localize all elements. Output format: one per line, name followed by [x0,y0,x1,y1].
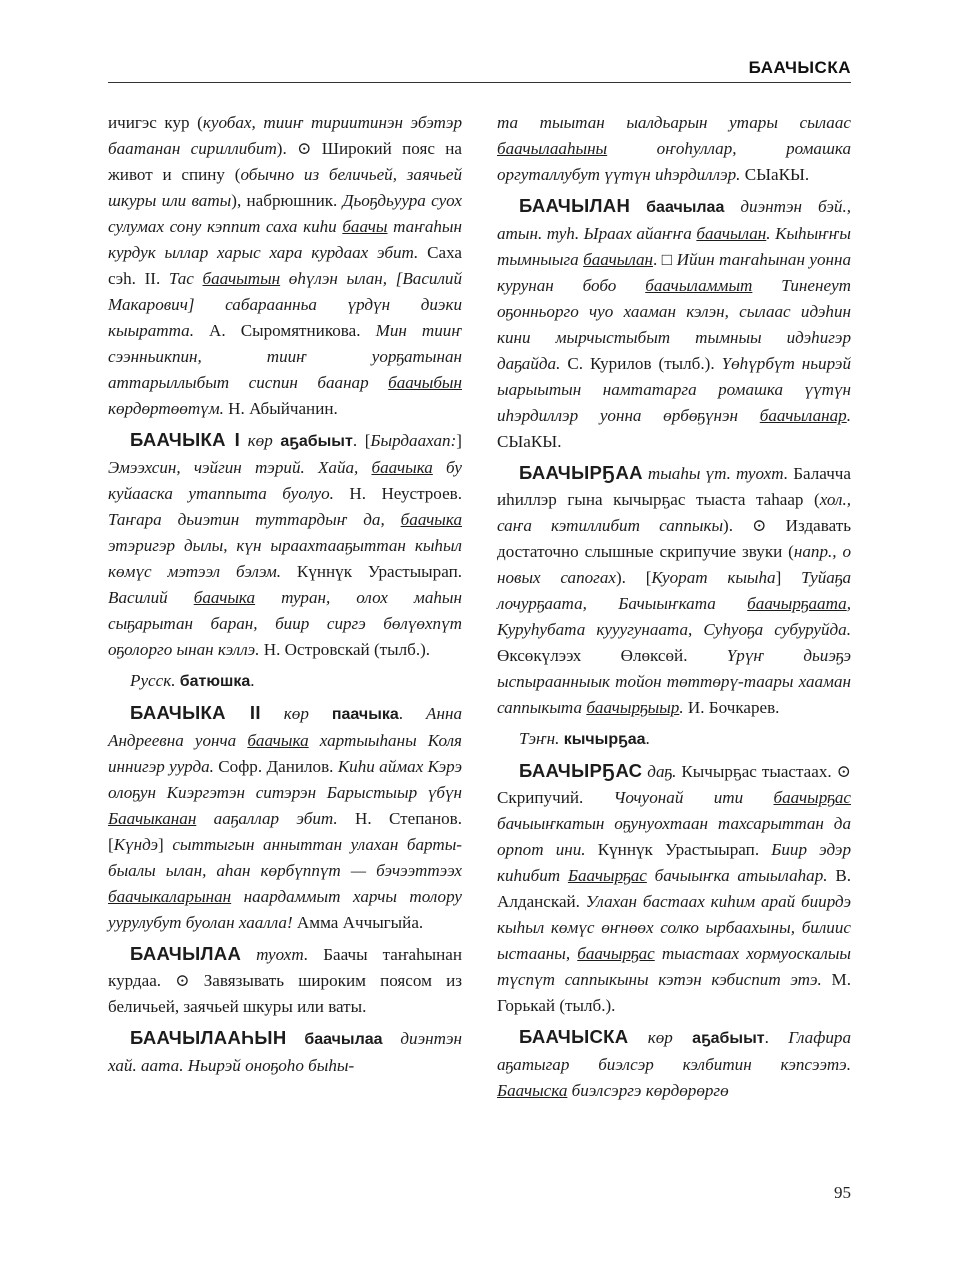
entry-text: М. Горькай (тылб.). [497,970,851,1015]
italic-text: туохт. [241,945,309,964]
italic-text: Глафира аҕатыгар биэлсэр кэлбитин кэпсээтэ. [497,1028,851,1074]
italic-text: Бырдаахап: [370,431,457,450]
italic-text: көр [628,1028,693,1047]
italic-text: Үөһүрбүт ньирэй ыарыытын намтатарга ромашка үүтүн иһэрдиллэр уонна өрбөҕүнэн [497,354,852,425]
entry-text: ). [ [615,568,652,587]
right-column [497,110,851,1109]
example-keyword: баачы [342,217,388,236]
example-keyword: Баачыска [497,1081,568,1100]
dictionary-entry [497,460,851,721]
reference-word: баачылаа [646,199,725,216]
example-keyword: баачыка [371,458,433,477]
entry-text: ] [775,568,802,587]
entry-text: . [645,729,650,748]
headword: БААЧЫРҔАА [519,462,643,483]
example-keyword: баачытын [202,269,281,288]
entry-text: В. Алданскай. [497,866,852,911]
dictionary-entry [497,110,851,188]
italic-text: таҥаһын курдук ыллар харыс хара курдаах эбит. [108,217,462,262]
headword: БААЧЫЛАН [519,195,631,216]
entry-text [630,197,646,216]
entry-text: А. Сыромятникова. [193,321,376,340]
italic-text: бу куйааска утаппыта буолуо. [108,458,462,503]
reference-word: аҕабыыт [692,1030,765,1047]
example-keyword: баачылааһыны [497,139,608,158]
reference-word: кычырҕаа [563,731,646,748]
italic-text: этэригэр дылы, күн ыраахтааҕыттан кыһыл көмүс мэтээл бэлэм. [108,536,462,581]
entry-text: ] [456,431,462,450]
italic-text: наардаммыт харчы толору уурулубут буолан хаалла! [108,887,462,932]
example-keyword: баачыбын [388,373,462,392]
headword: БААЧЫКА II [130,702,261,723]
example-keyword: баачырҕас [577,944,655,963]
example-keyword: баачыкаларынан [108,887,232,906]
italic-text: ааҕаллар эбит. [196,809,338,828]
example-keyword: баачылан [583,250,654,269]
entry-text: Баачы таҥаһынан курдаа. ⊙ Завязывать широким поясом из беличьей, заячьей шкуры или ваты. [108,945,462,1016]
example-keyword: Баачырҕас [567,866,647,885]
dictionary-entry [497,758,851,1019]
example-keyword: баачырҕаата [747,594,847,613]
italic-text: Туйаҕа лочурҕаата, Бачыыҥката [497,568,851,613]
italic-text: Тас [168,269,203,288]
headword: БААЧЫКА I [130,429,241,450]
italic-text: Күндэ [113,835,159,854]
entry-text: Н. Абыйчанин. [223,399,338,418]
italic-text: биэлсэргэ көрдөрөргө [567,1081,729,1100]
entry-text: Күннүк Урастыырап. [585,840,772,859]
italic-text: туран, олох маһын сыҕарытан баран, биир сиргэ бөлүөхпүт оҕолорго ынан кэллэ. [108,588,462,659]
italic-text: Киһи аймах Кэрэ олоҕун Киэргэтэн ситэрэн Барыстыыр үбүн [108,757,462,802]
italic-text: Ыраах айаҥҥа [583,224,697,243]
italic-text: өһүлэн ылан, [Василий Макарович] сабараанньа үрдүн диэки кыыратта. [108,269,462,340]
italic-text: Куорат кыыһа [651,568,776,587]
entry-text: Кычырҕас тыастаах. ⊙ Скрипучий. [497,762,851,807]
left-column [108,110,462,1084]
dictionary-entry [108,427,462,663]
example-keyword: баачырҕыыр [586,698,680,717]
italic-text: Үрүҥ дьиэҕэ ыспыраанныык тойон төттөрү-таары хааман саппыкыта [497,646,851,717]
italic-text: тыаһы үт. туохт. [642,464,789,483]
dictionary-entry [497,1024,851,1104]
dictionary-entry [108,110,462,422]
italic-text: Анна Андреевна уонча [108,704,462,750]
entry-text: . [398,704,427,723]
entry-text: И. Бочкарев. [683,698,780,717]
italic-text: хартыыһаны Коля иннигэр уурда. [108,731,462,776]
italic-text: Чочуонай ити [613,788,774,807]
running-head: БААЧЫСКА [748,58,851,77]
italic-text: , Куруһубата кууугунаата, Суһуоҕа субуруйда. [497,594,851,639]
italic-text: напр., о новых сапогах [497,542,851,587]
page-number: 95 [834,1183,851,1202]
example-keyword: баачыка [193,588,256,607]
italic-text: Русск. [130,671,176,690]
dictionary-entry [108,941,462,1020]
entry-text: ). ⊙ Издавать достаточно слышные скрипучие звуки ( [497,516,851,561]
italic-text: Эмээхсин, чэйгин тэрий. Хайа, [108,458,372,477]
italic-text: бачыыҥка атыылаһар. [646,866,828,885]
italic-text: Дьоҕдьуура суох сулумах сону кэппит саха киһи [108,191,462,236]
reference-word: паачыка [331,706,399,723]
entry-text: СЫаКЫ. [497,432,562,451]
entry-text: С. Курилов (тылб.). [560,354,722,373]
example-keyword: баачыка [247,731,309,750]
italic-text: оҥоһуллар, ромашка оргуталлубут үүтүн иһэрдиллэр. [497,139,851,184]
italic-text: Тиненеут оҕонньорго чуо хааман кэлэн, сылаас идэһин кини мырчыстыбыт тымныы идэһигэр даҕайда. [497,276,851,373]
example-keyword: баачыка [400,510,462,529]
italic-text: Таҥара дьиэтин туттардыҥ да, [108,510,401,529]
italic-text: тыастаах хормуоскалыы түспүт саппыкыны кэтэн кэбиспит этэ. [497,944,851,989]
entry-text: . [ [352,431,371,450]
page-header [108,56,851,83]
italic-text: сыттыгын анныттан улахан барты-быалы ылан, аһан көрбүппүт — бэчээттээх [108,835,462,880]
entry-text: Софр. Данилов. [213,757,338,776]
italic-text: Биир эдэр киһибит [497,840,851,885]
reference-word: баачылаа [304,1031,383,1048]
entry-text: Н. Степанов. [ [108,809,462,854]
dictionary-entry [497,726,851,753]
entry-text: ичигэс кур ( [108,113,203,132]
dictionary-entry [108,700,462,936]
entry-text: Н. Островскай (тылб.). [259,640,431,659]
italic-text: хол., саҥа кэтиллибит саппыкы [497,490,851,535]
entry-text: . [250,671,255,690]
italic-text: диэнтэн хай. аата. Ньирэй оноҕоһо быһы- [108,1029,462,1075]
entry-text: Н. Неустроев. [333,484,462,503]
italic-text: бачыыҥкатын оҕунуохтаан тахсарыттан да орпот ини. [497,814,851,859]
entry-text: ). ⊙ Широкий пояс на живот и спину ( [108,139,462,184]
italic-text: даҕ. [642,762,677,781]
entry-text: СЫаКЫ. [740,165,810,184]
italic-text: обычно из беличьей, заячьей шкуры или ваты [108,165,462,210]
entry-text: Амма Аччыгыйа. [292,913,424,932]
entry-text [287,1029,305,1048]
italic-text: көр [260,704,332,723]
entry-text: . □ [653,250,677,269]
dictionary-entry [108,668,462,695]
example-keyword: баачырҕас [773,788,851,807]
entry-text: ), набрюшник. [231,191,343,210]
headword: БААЧЫЛААҺЫН [130,1027,287,1048]
italic-text: та тыытан ыалдьарын утары сылаас [497,113,851,132]
entry-text: Күннүк Урастыырап. [281,562,462,581]
entry-text: . [764,1028,789,1047]
italic-text: көр [240,431,281,450]
entry-text: Саха сэh. II. [108,243,462,288]
headword: БААЧЫЛАА [130,943,242,964]
italic-text: көрдөртөөтүм. [108,399,224,418]
italic-text: Тэҥн. [519,729,560,748]
italic-text: . [846,406,851,425]
example-keyword: баачыламмыт [645,276,753,295]
headword: БААЧЫСКА [519,1026,629,1047]
entry-text: Балачча иһиллэр гына кычырҕас тыаста таһаар ( [497,464,851,509]
italic-text: . [679,698,684,717]
example-keyword: баачыланар [759,406,847,425]
dictionary-entry [497,193,851,455]
example-keyword: баачылан [696,224,767,243]
italic-text: Улахан бастаах киһим арай биирдэ кыһыл көмүс өҥнөөх солко ырбаахыны, билиис ыстааны, [497,892,851,963]
dictionary-entry [108,1025,462,1079]
headword: БААЧЫРҔАС [519,760,643,781]
italic-text: . Кыһыҥҥы тымныыга [497,224,851,269]
example-keyword: Баачыканан [108,809,197,828]
italic-text: Ийин таҥаһынан уонна курунан бобо [497,250,851,295]
italic-text: Мин тииҥ сээнньикпин, тииҥ уорҕатынан аттарыллыбыт сиспин баанар [108,321,462,392]
italic-text: куобах, тииҥ тириитинэн эбэтэр баатанан сириллибит [108,113,462,158]
italic-text: Василий [108,588,194,607]
entry-text: Өксөкүлээх Өлөксөй. [497,646,727,665]
reference-word: аҕабыыт [280,433,353,450]
entry-text: ] [158,835,173,854]
italic-text: диэнтэн бэй., атын. туһ. [497,197,851,243]
reference-word: батюшка [179,673,251,690]
